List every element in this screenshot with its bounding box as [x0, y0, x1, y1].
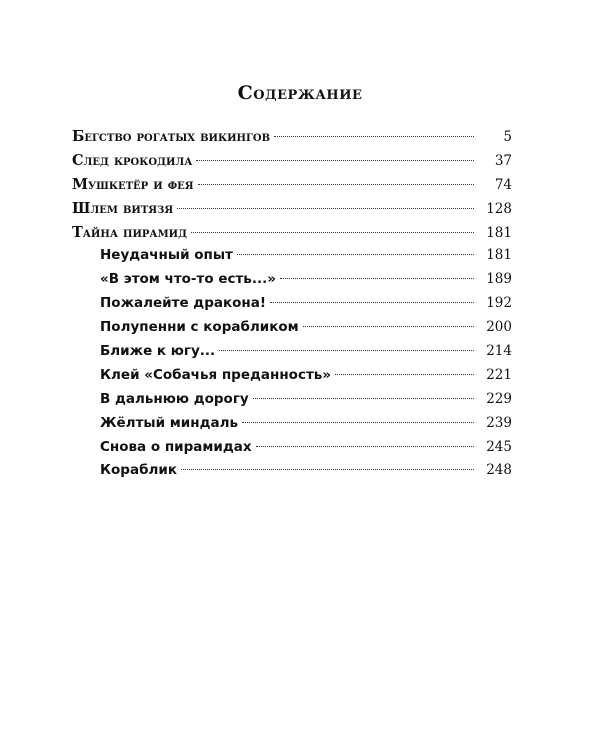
toc-entry-title: Полупенни с корабликом: [100, 319, 299, 336]
dot-leader: [191, 232, 474, 233]
toc-entry-title: Мушкетёр и фея: [72, 175, 194, 193]
toc-page-number: 37: [494, 152, 512, 169]
toc-subchapter-entry: [72, 439, 512, 463]
toc-subchapter-entry: [72, 415, 512, 439]
toc-entry-title: Пожалейте дракона!: [100, 295, 267, 312]
dot-leader: [219, 350, 474, 351]
toc-page-number: 192: [486, 295, 512, 312]
toc-page-number: 128: [486, 200, 512, 217]
toc-chapter-entry: [72, 200, 512, 224]
toc-entry-title: Кораблик: [100, 462, 178, 479]
toc-entry-title: «В этом что-то есть...»: [100, 271, 276, 288]
toc-entry-title: Шлем витязя: [72, 199, 174, 217]
toc-subchapter-entry: [72, 462, 512, 486]
dot-leader: [253, 398, 474, 399]
toc-entry-title: Бегство рогатых викингов: [72, 128, 271, 145]
toc-entry-title: След крокодила: [72, 151, 193, 169]
table-of-contents: [72, 128, 512, 486]
toc-page-number: 181: [486, 247, 512, 264]
toc-page-number: 5: [503, 129, 512, 145]
toc-chapter-entry: [72, 152, 512, 176]
toc-page-number: 245: [486, 438, 512, 455]
dot-leader: [335, 374, 474, 375]
toc-page-number: 239: [486, 414, 512, 431]
page-title: Содержание: [237, 82, 363, 104]
toc-page-number: 74: [494, 176, 512, 193]
dot-leader: [177, 208, 474, 209]
toc-chapter-entry: [72, 128, 512, 152]
toc-entry-title: Неудачный опыт: [100, 247, 233, 264]
toc-entry-title: Жёлтый миндаль: [100, 414, 239, 431]
dot-leader: [242, 422, 474, 423]
toc-entry-title: В дальнюю дорогу: [100, 390, 249, 407]
toc-subchapter-entry: [72, 319, 512, 343]
toc-subchapter-entry: [72, 271, 512, 295]
toc-subchapter-entry: [72, 247, 512, 271]
dot-leader: [303, 326, 474, 327]
toc-page-number: 229: [486, 390, 512, 407]
dot-leader: [237, 254, 474, 255]
toc-chapter-entry: [72, 176, 512, 200]
toc-page-number: 221: [486, 366, 512, 383]
toc-entry-title: Снова о пирамидах: [100, 438, 252, 455]
toc-chapter-entry: [72, 224, 512, 248]
toc-subchapter-entry: [72, 295, 512, 319]
dot-leader: [196, 160, 474, 161]
dot-leader: [181, 469, 474, 470]
dot-leader: [280, 278, 474, 279]
dot-leader: [198, 184, 474, 185]
toc-entry-title: Ближе к югу...: [100, 343, 216, 360]
dot-leader: [256, 446, 474, 447]
toc-page-number: 214: [486, 343, 512, 360]
toc-subchapter-entry: [72, 367, 512, 391]
toc-page-number: 189: [486, 271, 512, 288]
toc-entry-title: Тайна пирамид: [72, 223, 187, 241]
dot-leader: [274, 136, 474, 137]
toc-subchapter-entry: [72, 391, 512, 415]
dot-leader: [270, 302, 474, 303]
toc-page-number: 181: [486, 224, 512, 241]
toc-page-number: 200: [486, 319, 512, 336]
toc-subchapter-entry: [72, 343, 512, 367]
toc-entry-title: Клей «Собачья преданность»: [100, 366, 332, 383]
toc-page-number: 248: [486, 462, 512, 479]
